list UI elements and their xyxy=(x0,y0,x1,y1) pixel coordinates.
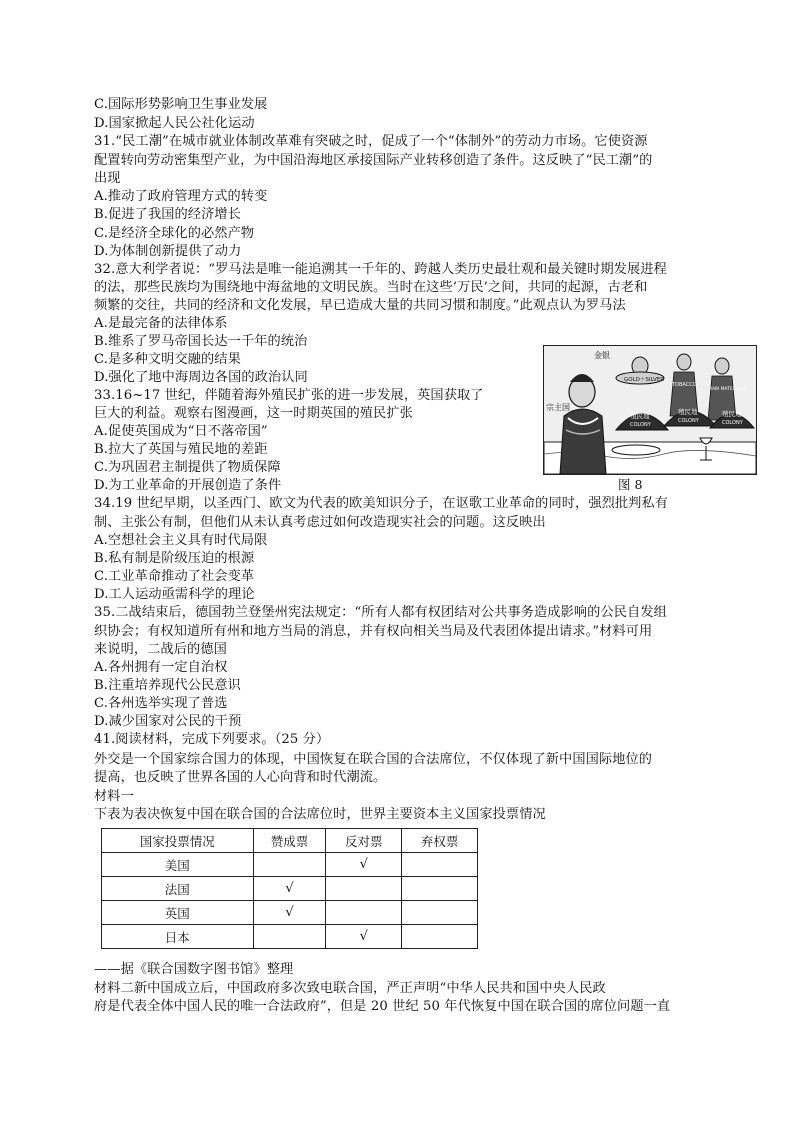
plate-label-colony-en: COLONY xyxy=(630,422,651,428)
table-row xyxy=(102,877,478,901)
option-line: C.是多种文明交融的结果 xyxy=(94,352,241,367)
vote-cell: √ xyxy=(253,901,326,925)
cartoon-illustration xyxy=(544,346,756,474)
plate-label-colony-cn: 殖民地 xyxy=(722,410,742,418)
vote-cell xyxy=(253,925,326,949)
vote-cell: √ xyxy=(326,853,402,877)
vote-cell xyxy=(402,877,478,901)
option-line: C.是经济全球化的必然产物 xyxy=(94,226,255,241)
material-two-text: 府是代表全体中国人民的唯一合法政府”，但是 20 世纪 50 年代恢复中国在联合国的席位问题一直 xyxy=(94,999,671,1014)
sign-tobacco: TOBACCO xyxy=(672,382,697,388)
table-row xyxy=(102,853,478,877)
option-line: D.强化了地中海周边各国的政治认同 xyxy=(94,370,308,385)
vote-cell: √ xyxy=(253,877,326,901)
question-32-stem: 的法，那些民族均为围绕地中海盆地的文明民族。当时在这些‘万民’之间，共同的起源，古老和 xyxy=(94,280,648,295)
country-cell: 美国 xyxy=(102,853,254,877)
question-32-stem: 32.意大利学者说：“罗马法是唯一能追溯其一千年的、跨越人类历史最壮观和最关键时期发展进程 xyxy=(94,262,667,277)
question-31-stem: 出现 xyxy=(94,171,121,186)
option-line: C.国际形势影响卫生事业发展 xyxy=(94,97,268,112)
option-line: A.各州拥有一定自治权 xyxy=(94,660,228,675)
question-34-stem: 制、主张公有制，但他们从未认真考虑过如何改造现实社会的问题。这反映出 xyxy=(94,515,546,530)
table-row xyxy=(102,901,478,925)
label-mother-country: 宗主国 xyxy=(546,403,570,412)
option-line: C.为巩固君主制提供了物质保障 xyxy=(94,460,281,475)
question-35-stem: 35.二战结束后，德国勃兰登堡州宪法规定：“所有人都有权团结对公共事务造成影响的公民自发组 xyxy=(94,605,667,620)
vote-cell xyxy=(402,901,478,925)
vote-cell: √ xyxy=(326,925,402,949)
option-line: C.各州选举实现了普选 xyxy=(94,696,228,711)
country-cell: 日本 xyxy=(102,925,254,949)
plate-label-colony-cn: 殖民地 xyxy=(678,408,698,416)
question-32-stem: 频繁的交往，共同的经济和文化发展，早已造成大量的共同习惯和制度。”此观点认为罗马法 xyxy=(94,298,626,313)
option-line: B.拉大了英国与殖民地的差距 xyxy=(94,442,268,457)
table-header-cell: 弃权票 xyxy=(402,829,478,853)
table-source-note: ——据《联合国数字图书馆》整理 xyxy=(94,962,294,977)
option-line: A.空想社会主义具有时代局限 xyxy=(94,533,268,548)
country-cell: 英国 xyxy=(102,901,254,925)
table-header-cell: 国家投票情况 xyxy=(102,829,254,853)
label-gold-silver-cn: 金银 xyxy=(594,351,610,360)
colonial-cartoon-figure xyxy=(543,345,757,475)
figure-caption: 图 8 xyxy=(618,477,643,492)
option-line: D.工人运动亟需科学的理论 xyxy=(94,587,255,602)
material-one-label: 材料一 xyxy=(94,789,134,804)
material-two-text: 材料二新中国成立后，中国政府多次致电联合国，严正声明“中华人民共和国中央人民政 xyxy=(94,981,606,996)
question-35-stem: 织协会；有权知道所有州和地方当局的消息，并有权向相关当局及代表团体提出请求。”材料可用 xyxy=(94,624,653,639)
question-31-stem: 31.“民工潮”在城市就业体制改革难有突破之时，促成了一个“体制外”的劳动力市场。它使资源 xyxy=(94,134,648,149)
vote-cell xyxy=(326,877,402,901)
option-line: C.工业革命推动了社会变革 xyxy=(94,569,255,584)
table-row xyxy=(102,925,478,949)
question-31-stem: 配置转向劳动密集型产业，为中国沿海地区承接国际产业转移创造了条件。这反映了“民工潮”的 xyxy=(94,153,653,168)
option-line: D.国家掀起人民公社化运动 xyxy=(94,116,255,131)
option-line: B.促进了我国的经济增长 xyxy=(94,207,241,222)
option-line: B.维系了罗马帝国长达一千年的统治 xyxy=(94,334,308,349)
sign-raw-materials: RAW MATERIALS xyxy=(709,387,746,392)
table-header-cell: 反对票 xyxy=(326,829,402,853)
option-line: A.促使英国成为“日不落帝国” xyxy=(94,424,268,439)
sign-gold-silver: GOLD＋SILVER xyxy=(624,377,665,383)
vote-cell xyxy=(402,853,478,877)
material-one-desc: 下表为表决恢复中国在联合国的合法席位时，世界主要资本主义国家投票情况 xyxy=(94,807,546,822)
option-line: D.为工业革命的开展创造了条件 xyxy=(94,478,282,493)
question-35-stem: 来说明，二战后的德国 xyxy=(94,642,227,657)
option-line: A.是最完备的法律体系 xyxy=(94,316,228,331)
question-41-title: 41.阅读材料，完成下列要求。（25 分） xyxy=(94,732,330,747)
plate-label-colony-en: COLONY xyxy=(678,418,699,424)
table-header-row xyxy=(102,829,478,853)
option-line: A.推动了政府管理方式的转变 xyxy=(94,189,268,204)
country-cell: 法国 xyxy=(102,877,254,901)
option-line: B.注重培养现代公民意识 xyxy=(94,678,241,693)
option-line: D.为体制创新提供了动力 xyxy=(94,244,242,259)
question-33-stem: 巨大的利益。观察右图漫画，这一时期英国的殖民扩张 xyxy=(94,406,413,421)
plate-label-colony-cn: 殖民地 xyxy=(630,412,650,420)
vote-cell xyxy=(326,901,402,925)
option-line: B.私有制是阶级压迫的根源 xyxy=(94,551,255,566)
question-33-stem: 33.16~17 世纪，伴随着海外殖民扩张的进一步发展，英国获取了 xyxy=(94,388,484,403)
question-34-stem: 34.19 世纪早期，以圣西门、欧文为代表的欧美知识分子，在讴歌工业革命的同时，强烈批判私有 xyxy=(94,496,669,511)
vote-cell xyxy=(253,853,326,877)
plate-label-colony-en: COLONY xyxy=(722,420,743,426)
question-41-intro: 提高，也反映了世界各国的人心向背和时代潮流。 xyxy=(94,770,387,785)
question-41-intro: 外交是一个国家综合国力的体现，中国恢复在联合国的合法席位，不仅体现了新中国国际地位的 xyxy=(94,752,653,767)
vote-cell xyxy=(402,925,478,949)
un-vote-table xyxy=(101,828,478,949)
table-header-cell: 赞成票 xyxy=(253,829,326,853)
option-line: D.减少国家对公民的干预 xyxy=(94,714,242,729)
